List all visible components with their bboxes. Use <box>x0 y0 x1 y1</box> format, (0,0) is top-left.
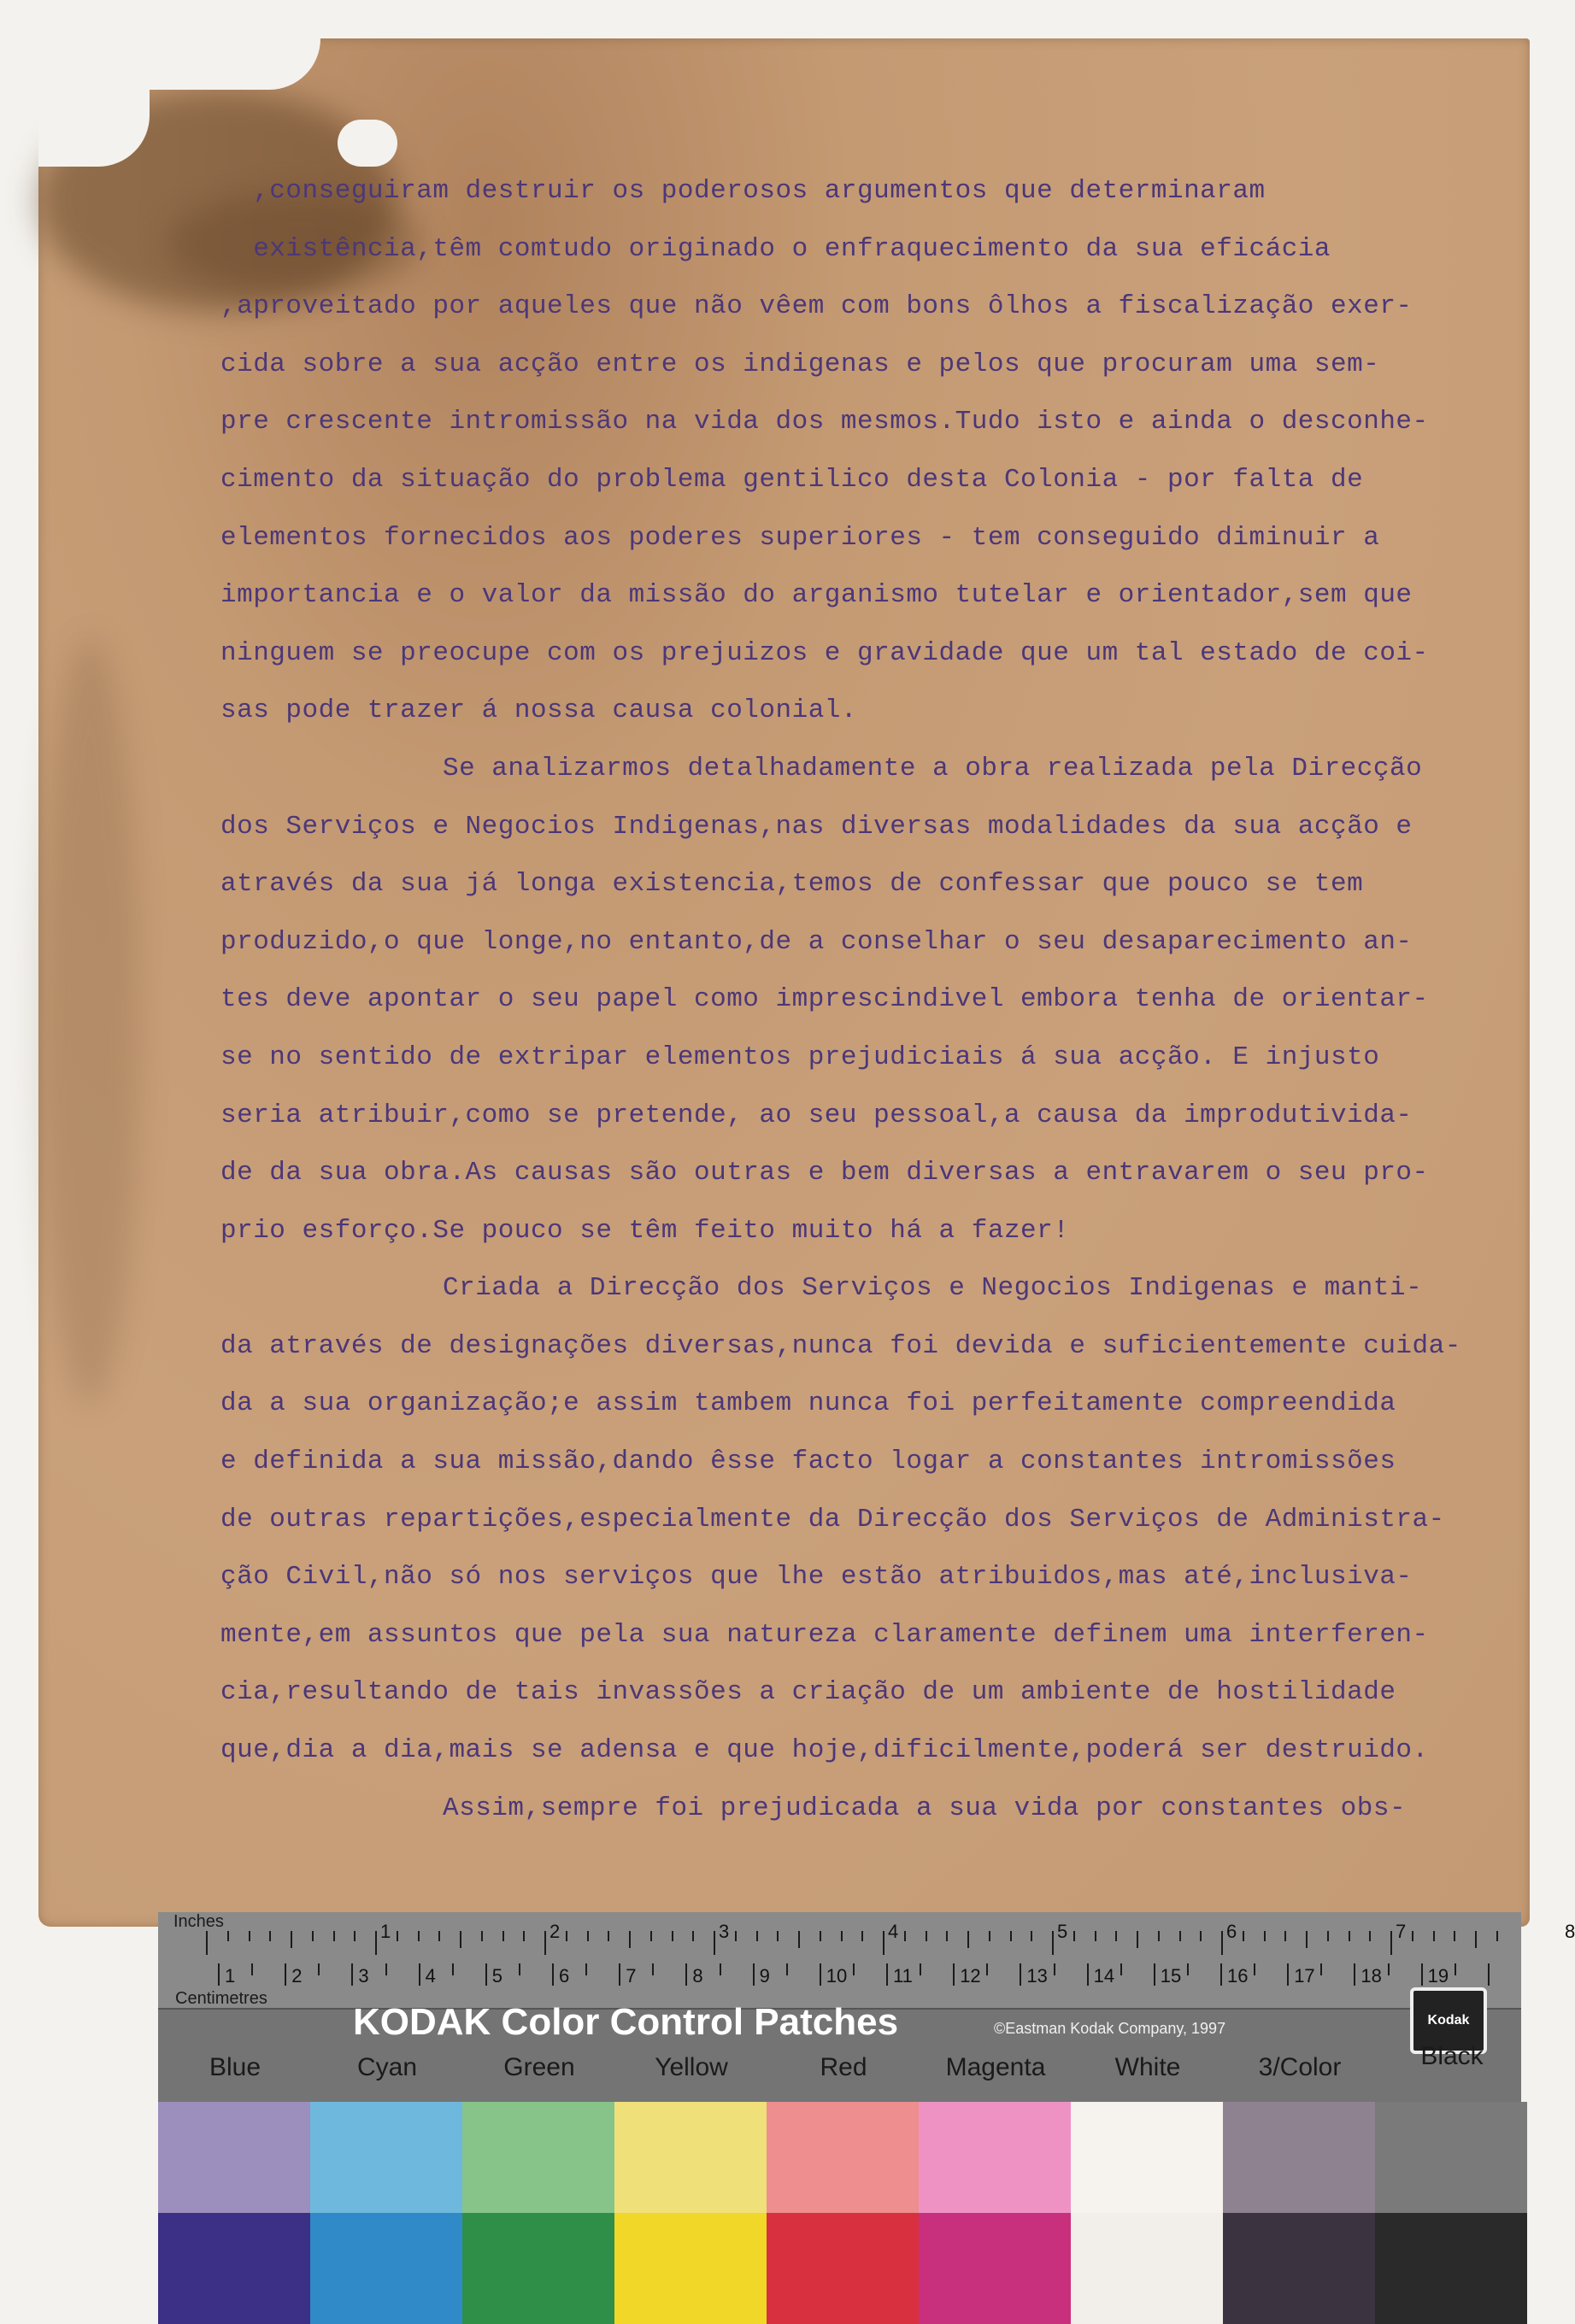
ruler-tick <box>953 1963 955 1986</box>
patch-label-black: Black <box>1420 2042 1484 2070</box>
text-line: elementos fornecidos aos poderes superiores - tem conseguido diminuir a <box>220 522 1380 553</box>
ruler-tick <box>1200 1931 1202 1941</box>
text-line: Criada a Direcção dos Serviços e Negocios Indigenas e manti- <box>443 1273 1423 1304</box>
ruler-tick <box>485 1963 487 1986</box>
cm-number: 2 <box>291 1965 303 1987</box>
text-line: se no sentido de extripar elementos prejudiciais á sua acção. E injusto <box>220 1042 1380 1072</box>
ruler-tick <box>544 1931 546 1955</box>
color-patch-dark <box>310 2213 462 2324</box>
ruler-tick <box>1320 1963 1322 1975</box>
ruler-tick <box>269 1931 271 1941</box>
ruler-tick <box>1115 1931 1117 1941</box>
ruler-tick <box>1388 1963 1390 1975</box>
inch-number: 1 <box>380 1921 391 1942</box>
ruler-tick <box>692 1931 694 1941</box>
ruler-tick <box>904 1931 906 1941</box>
ruler-tick <box>1031 1931 1032 1941</box>
ruler-tick <box>1010 1931 1012 1941</box>
ruler-tick <box>1354 1963 1355 1986</box>
ruler-tick <box>777 1931 779 1941</box>
ruler-tick <box>1421 1963 1423 1986</box>
text-line: e definida a sua missão,dando êsse facto logar a constantes intromissões <box>220 1447 1396 1477</box>
color-patch-light <box>1375 2102 1527 2213</box>
ruler-tick <box>1284 1931 1286 1941</box>
color-patch-dark <box>462 2213 614 2324</box>
inch-number: 6 <box>1226 1921 1237 1942</box>
inch-number: 8 <box>1565 1921 1575 1942</box>
color-patch-light <box>310 2102 462 2213</box>
text-line: cia,resultando de tais invassões a criação de um ambiente de hostilidade <box>220 1677 1396 1708</box>
ruler-tick <box>566 1931 567 1941</box>
text-line: ,aproveitado por aqueles que não vêem com bons ôlhos a fiscalização exer- <box>220 291 1413 322</box>
ruler-tick <box>1187 1963 1189 1975</box>
ruler-tick <box>1454 1931 1455 1941</box>
text-line: que,dia a dia,mais se adensa e que hoje,dificilmente,poderá ser destruido. <box>220 1735 1429 1766</box>
ruler-tick <box>672 1931 673 1941</box>
ruler-tick <box>1390 1931 1392 1955</box>
ruler-tick <box>1264 1931 1266 1941</box>
patch-label-cyan: Cyan <box>356 2053 418 2081</box>
ruler-tick <box>218 1963 220 1986</box>
ruler-tick <box>1221 1931 1223 1955</box>
cm-number: 15 <box>1160 1965 1182 1987</box>
ruler-tick <box>1433 1931 1435 1941</box>
text-line: dos Serviços e Negocios Indigenas,nas diversas modalidades da sua acção e <box>220 811 1413 842</box>
ruler-tick <box>585 1963 587 1975</box>
inch-number: 5 <box>1057 1921 1068 1942</box>
ruler-tick <box>820 1963 821 1986</box>
color-patch-light <box>1223 2102 1375 2213</box>
ruler <box>158 1912 1575 2010</box>
text-line: ninguem se preocupe com os prejuizos e gravidade que um tal estado de coi- <box>220 637 1429 668</box>
ruler-tick <box>883 1931 884 1955</box>
ruler-tick <box>1158 1931 1160 1941</box>
cm-number: 3 <box>358 1965 369 1987</box>
text-line: Assim,sempre foi prejudicada a sua vida por constantes obs- <box>443 1793 1407 1823</box>
inch-number: 7 <box>1396 1921 1407 1942</box>
ruler-tick <box>652 1963 654 1975</box>
color-patch-dark <box>767 2213 919 2324</box>
ruler-tick <box>519 1963 520 1975</box>
ruler-tick <box>1455 1963 1456 1975</box>
kodak-logo: Kodak <box>1410 1987 1487 2054</box>
ruler-tick <box>820 1931 821 1941</box>
cm-number: 6 <box>559 1965 570 1987</box>
color-patch-light <box>1071 2102 1223 2213</box>
cm-number: 16 <box>1227 1965 1249 1987</box>
ruler-tick <box>587 1931 589 1941</box>
ruler-tick <box>419 1963 420 1986</box>
ruler-tick <box>552 1963 554 1986</box>
color-patch-dark <box>614 2213 767 2324</box>
color-control-target <box>158 1912 1575 2324</box>
torn-hole <box>338 120 397 167</box>
text-line: da através de designações diversas,nunca foi devida e suficientemente cuida- <box>220 1330 1461 1361</box>
cm-number: 8 <box>692 1965 703 1987</box>
ruler-tick <box>206 1931 208 1955</box>
ruler-tick <box>720 1963 721 1975</box>
ruler-tick <box>227 1931 229 1941</box>
text-line: seria atribuir,como se pretende, ao seu pessoal,a causa da improdutivida- <box>220 1100 1413 1130</box>
ruler-tick <box>886 1963 888 1986</box>
ruler-tick <box>756 1931 758 1941</box>
inch-number: 3 <box>719 1921 730 1942</box>
cm-number: 14 <box>1093 1965 1115 1987</box>
ruler-tick <box>375 1931 377 1955</box>
ruler-tick <box>1179 1931 1181 1941</box>
ruler-tick <box>1287 1963 1289 1986</box>
ruler-tick <box>438 1931 440 1941</box>
cm-number: 5 <box>491 1965 503 1987</box>
ruler-tick <box>1475 1931 1477 1948</box>
inch-number: 2 <box>549 1921 561 1942</box>
text-line: ,conseguiram destruir os poderosos argumentos que determinaram <box>220 176 1266 206</box>
ruler-tick <box>861 1931 863 1941</box>
cm-number: 10 <box>826 1965 848 1987</box>
ruler-tick <box>285 1963 286 1986</box>
color-patch-light <box>462 2102 614 2213</box>
ruler-tick <box>312 1931 314 1941</box>
ruler-tick <box>989 1931 990 1941</box>
text-line: cimento da situação do problema gentilico desta Colonia - por falta de <box>220 464 1364 495</box>
ruler-tick <box>714 1931 715 1955</box>
ruler-tick <box>798 1931 800 1948</box>
ruler-tick <box>523 1931 525 1941</box>
cm-number: 19 <box>1427 1965 1449 1987</box>
ruler-tick <box>1349 1931 1350 1941</box>
ruler-tick <box>619 1963 620 1986</box>
color-patch-light <box>767 2102 919 2213</box>
cm-number: 17 <box>1294 1965 1315 1987</box>
text-line: da a sua organização;e assim tambem nunca foi perfeitamente compreendida <box>220 1388 1396 1419</box>
patch-label-red: Red <box>820 2053 867 2081</box>
color-patch-light <box>614 2102 767 2213</box>
ruler-tick <box>629 1931 631 1948</box>
copyright-text: ©Eastman Kodak Company, 1997 <box>994 2020 1226 2037</box>
ruler-tick <box>1120 1963 1122 1975</box>
ruler-tick <box>967 1931 969 1948</box>
patch-label-3-color: 3/Color <box>1258 2053 1342 2081</box>
color-patch-dark <box>1071 2213 1223 2324</box>
text-line: de da sua obra.As causas são outras e bem diversas a entravarem o seu pro- <box>220 1158 1429 1188</box>
ruler-tick <box>608 1931 609 1941</box>
cm-number: 7 <box>626 1965 637 1987</box>
ruler-tick <box>1496 1931 1498 1941</box>
ruler-tick <box>354 1931 356 1941</box>
text-line: importancia e o valor da missão do arganismo tutelar e orientador,sem que <box>220 580 1413 611</box>
ruler-tick <box>986 1963 988 1975</box>
inches-label: Inches <box>173 1912 224 1931</box>
cm-number: 9 <box>759 1965 770 1987</box>
ruler-tick <box>502 1931 504 1941</box>
centimetres-label: Centimetres <box>175 1989 267 2008</box>
text-line: tes deve apontar o seu papel como imprescindivel embora tenha de orientar- <box>220 984 1429 1015</box>
color-patch-dark <box>919 2213 1071 2324</box>
ruler-tick <box>1095 1931 1096 1941</box>
color-patch-dark <box>1223 2213 1375 2324</box>
ruler-tick <box>249 1931 250 1941</box>
ruler-tick <box>1412 1931 1413 1941</box>
ruler-tick <box>920 1963 921 1975</box>
text-line: prio esforço.Se pouco se têm feito muito há a fazer! <box>220 1215 1070 1246</box>
ruler-tick <box>946 1931 948 1941</box>
ruler-tick <box>452 1963 454 1975</box>
ruler-tick <box>291 1931 292 1948</box>
ruler-tick <box>1220 1963 1222 1986</box>
cm-number: 13 <box>1026 1965 1048 1987</box>
color-patch-light <box>919 2102 1071 2213</box>
ruler-tick <box>753 1963 755 1986</box>
patch-label-magenta: Magenta <box>945 2053 1046 2081</box>
ruler-tick <box>333 1931 335 1941</box>
ruler-tick <box>1306 1931 1308 1948</box>
patch-label-blue: Blue <box>209 2053 262 2081</box>
color-patch-dark <box>158 2213 310 2324</box>
ruler-tick <box>1052 1931 1054 1955</box>
ruler-tick <box>1137 1931 1138 1948</box>
text-line: através da sua já longa existencia,temos de confessar que pouco se tem <box>220 869 1364 900</box>
ruler-tick <box>926 1931 927 1941</box>
ruler-tick <box>1243 1931 1244 1941</box>
ruler-tick <box>385 1963 387 1975</box>
text-line: ção Civil,não só nos serviços que lhe estão atribuidos,mas até,inclusiva- <box>220 1562 1413 1593</box>
text-line: existência,têm comtudo originado o enfraquecimento da sua eficácia <box>220 233 1331 264</box>
torn-corner <box>38 38 320 90</box>
text-line: pre crescente intromissão na vida dos mesmos.Tudo isto e ainda o desconhe- <box>220 407 1429 437</box>
patch-label-yellow: Yellow <box>655 2053 728 2081</box>
ruler-tick <box>318 1963 320 1975</box>
ruler-tick <box>1087 1963 1089 1986</box>
ruler-tick <box>853 1963 855 1975</box>
ruler-tick <box>351 1963 353 1986</box>
ruler-tick <box>650 1931 652 1941</box>
ruler-tick <box>1488 1963 1490 1986</box>
color-patch-light <box>158 2102 310 2213</box>
ruler-tick <box>735 1931 737 1941</box>
cm-number: 11 <box>893 1965 913 1987</box>
ruler-tick <box>685 1963 687 1986</box>
cm-number: 18 <box>1360 1965 1382 1987</box>
typed-text <box>220 162 1502 1837</box>
ruler-tick <box>418 1931 420 1941</box>
ruler-tick <box>1154 1963 1155 1986</box>
ruler-tick <box>460 1931 461 1948</box>
ruler-tick <box>1054 1963 1055 1975</box>
ruler-tick <box>1369 1931 1371 1941</box>
inch-number: 4 <box>888 1921 899 1942</box>
cm-number: 12 <box>960 1965 981 1987</box>
text-line: produzido,o que longe,no entanto,de a conselhar o seu desaparecimento an- <box>220 926 1413 957</box>
text-line: sas pode trazer á nossa causa colonial. <box>220 695 858 726</box>
color-patch-dark <box>1375 2213 1527 2324</box>
ruler-tick <box>397 1931 398 1941</box>
ruler-tick <box>1254 1963 1255 1975</box>
patch-label-green: Green <box>503 2053 575 2081</box>
text-line: cida sobre a sua acção entre os indigenas e pelos que procuram uma sem- <box>220 349 1380 379</box>
ruler-tick <box>786 1963 788 1975</box>
text-line: Se analizarmos detalhadamente a obra realizada pela Direcção <box>443 753 1423 783</box>
patch-label-white: White <box>1114 2053 1181 2081</box>
text-line: de outras repartições,especialmente da Direcção dos Serviços de Administra- <box>220 1504 1445 1535</box>
ruler-tick <box>1073 1931 1075 1941</box>
ruler-tick <box>481 1931 483 1941</box>
ruler-tick <box>1327 1931 1329 1941</box>
ruler-tick <box>251 1963 253 1975</box>
text-line: mente,em assuntos que pela sua natureza claramente definem uma interferen- <box>220 1619 1429 1650</box>
cm-number: 4 <box>425 1965 436 1987</box>
ruler-tick <box>841 1931 843 1941</box>
ruler-tick <box>1020 1963 1021 1986</box>
target-title: KODAK Color Control Patches <box>353 2001 899 2043</box>
cm-number: 1 <box>225 1965 236 1987</box>
edge-stain <box>38 637 141 1406</box>
